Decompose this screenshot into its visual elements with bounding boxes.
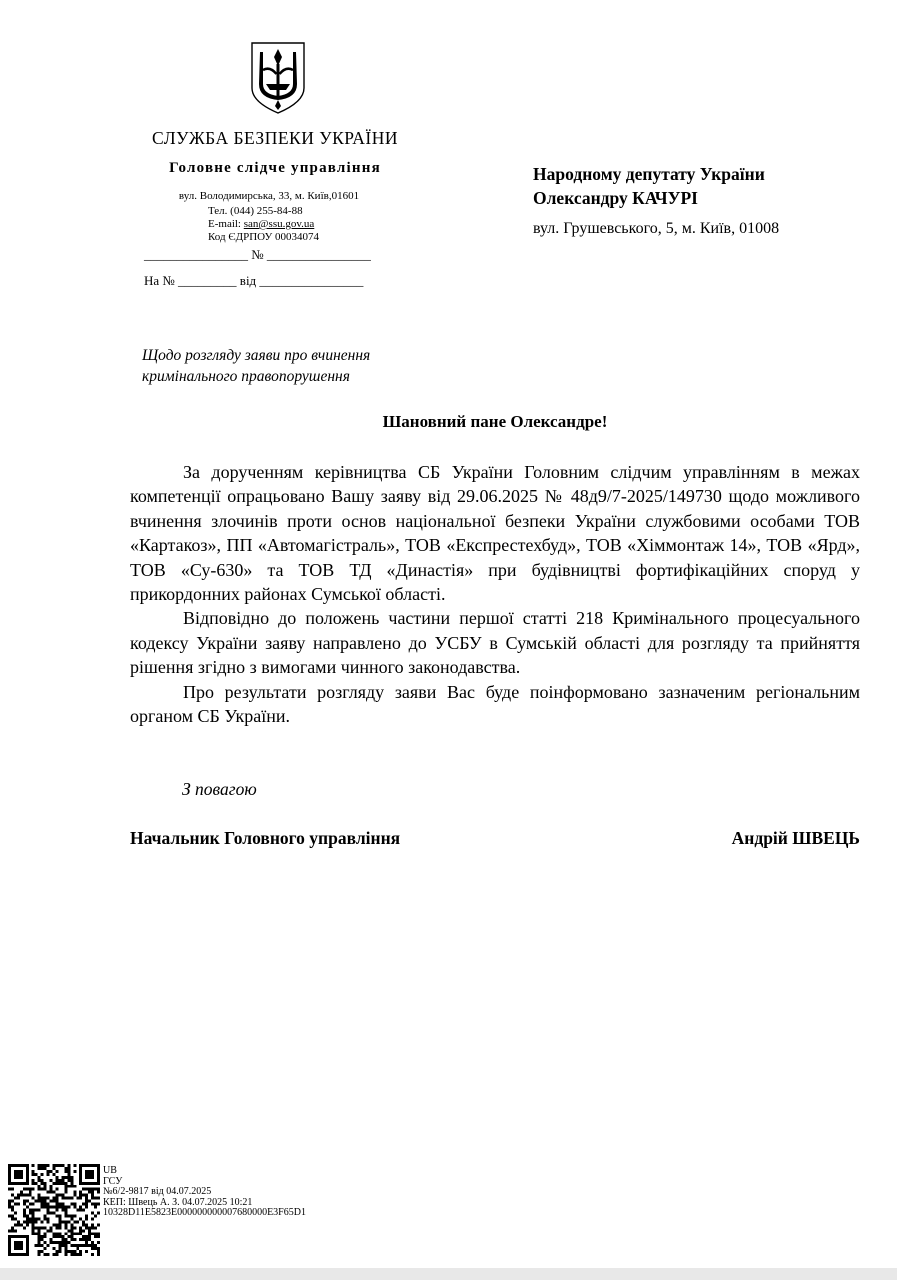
stamp-line: №6/2-9817 від 04.07.2025 xyxy=(103,1186,212,1197)
stamp-line: 10328D11E5823E000000000007680000E3F65D1 xyxy=(103,1207,306,1218)
department-name: Головне слідче управління xyxy=(169,160,381,176)
stamp-line: ГСУ xyxy=(103,1175,123,1187)
reference-line: На № _________ від ________________ xyxy=(144,273,364,288)
email-label: E-mail: xyxy=(208,218,241,230)
org-phone: Тел. (044) 255-84-88 xyxy=(208,205,303,217)
registration-line: ________________ № ________________ xyxy=(144,247,371,262)
org-email-row xyxy=(208,218,408,231)
org-code: Код ЄДРПОУ 00034074 xyxy=(208,231,320,243)
org-address: вул. Володимирська, 33, м. Київ,01601 xyxy=(178,190,360,202)
signatory-name: Андрій ШВЕЦЬ xyxy=(731,828,860,848)
trident-emblem-icon xyxy=(248,40,308,115)
paragraph: За дорученням керівництва СБ України Головним слідчим управлінням в межах компетенції опрацьовано Вашу заяву від 29.06.2025 № 48д9/7-2025/149730 щодо можливого вчинення злочинів проти основ національної безпеки України службовими особами ТОВ «Картакоз», ПП «Автомагістраль», ТОВ «Експрестехбуд», ТОВ «Хіммонтаж 14», ТОВ «Ярд», ТОВ «Су-630» та ТОВ ТД «Династія» при будівництві фортифікаційних споруд у прикордонних районах Сумської області. xyxy=(130,462,860,605)
letter-body xyxy=(130,460,860,728)
stamp-line: КЕП: Швець А. З. 04.07.2025 10:21 xyxy=(103,1196,253,1208)
page-edge xyxy=(0,1268,897,1280)
paragraph: Про результати розгляду заяви Вас буде поінформовано зазначеним регіональним органом СБ України. xyxy=(130,681,860,727)
closing: З повагою xyxy=(182,779,257,799)
org-name: СЛУЖБА БЕЗПЕКИ УКРАЇНИ xyxy=(151,128,399,148)
digital-signature-stamp xyxy=(103,1166,306,1219)
subject-line-1: Щодо розгляду заяви про вчинення xyxy=(142,347,371,364)
subject-line-2: кримінального правопорушення xyxy=(142,368,350,385)
paragraph: Відповідно до положень частини першої статті 218 Кримінального процесуального кодексу України заяву направлено до УСБУ в Сумській області для розгляду та прийняття рішення згідно з вимогами чинного законодавства. xyxy=(130,608,860,678)
greeting: Шановний пане Олександре! xyxy=(382,412,608,431)
qr-code-icon xyxy=(8,1164,100,1256)
recipient-name: Олександру КАЧУРІ xyxy=(533,188,698,208)
signatory-title: Начальник Головного управління xyxy=(130,828,401,848)
stamp-line: UB xyxy=(103,1165,117,1176)
org-contacts xyxy=(208,205,408,244)
recipient-address: вул. Грушевського, 5, м. Київ, 01008 xyxy=(533,220,780,237)
recipient-title: Народному депутату України xyxy=(533,164,765,184)
recipient-block xyxy=(533,162,765,210)
email-link[interactable]: san@ssu.gov.ua xyxy=(243,218,315,230)
subject xyxy=(142,345,370,387)
